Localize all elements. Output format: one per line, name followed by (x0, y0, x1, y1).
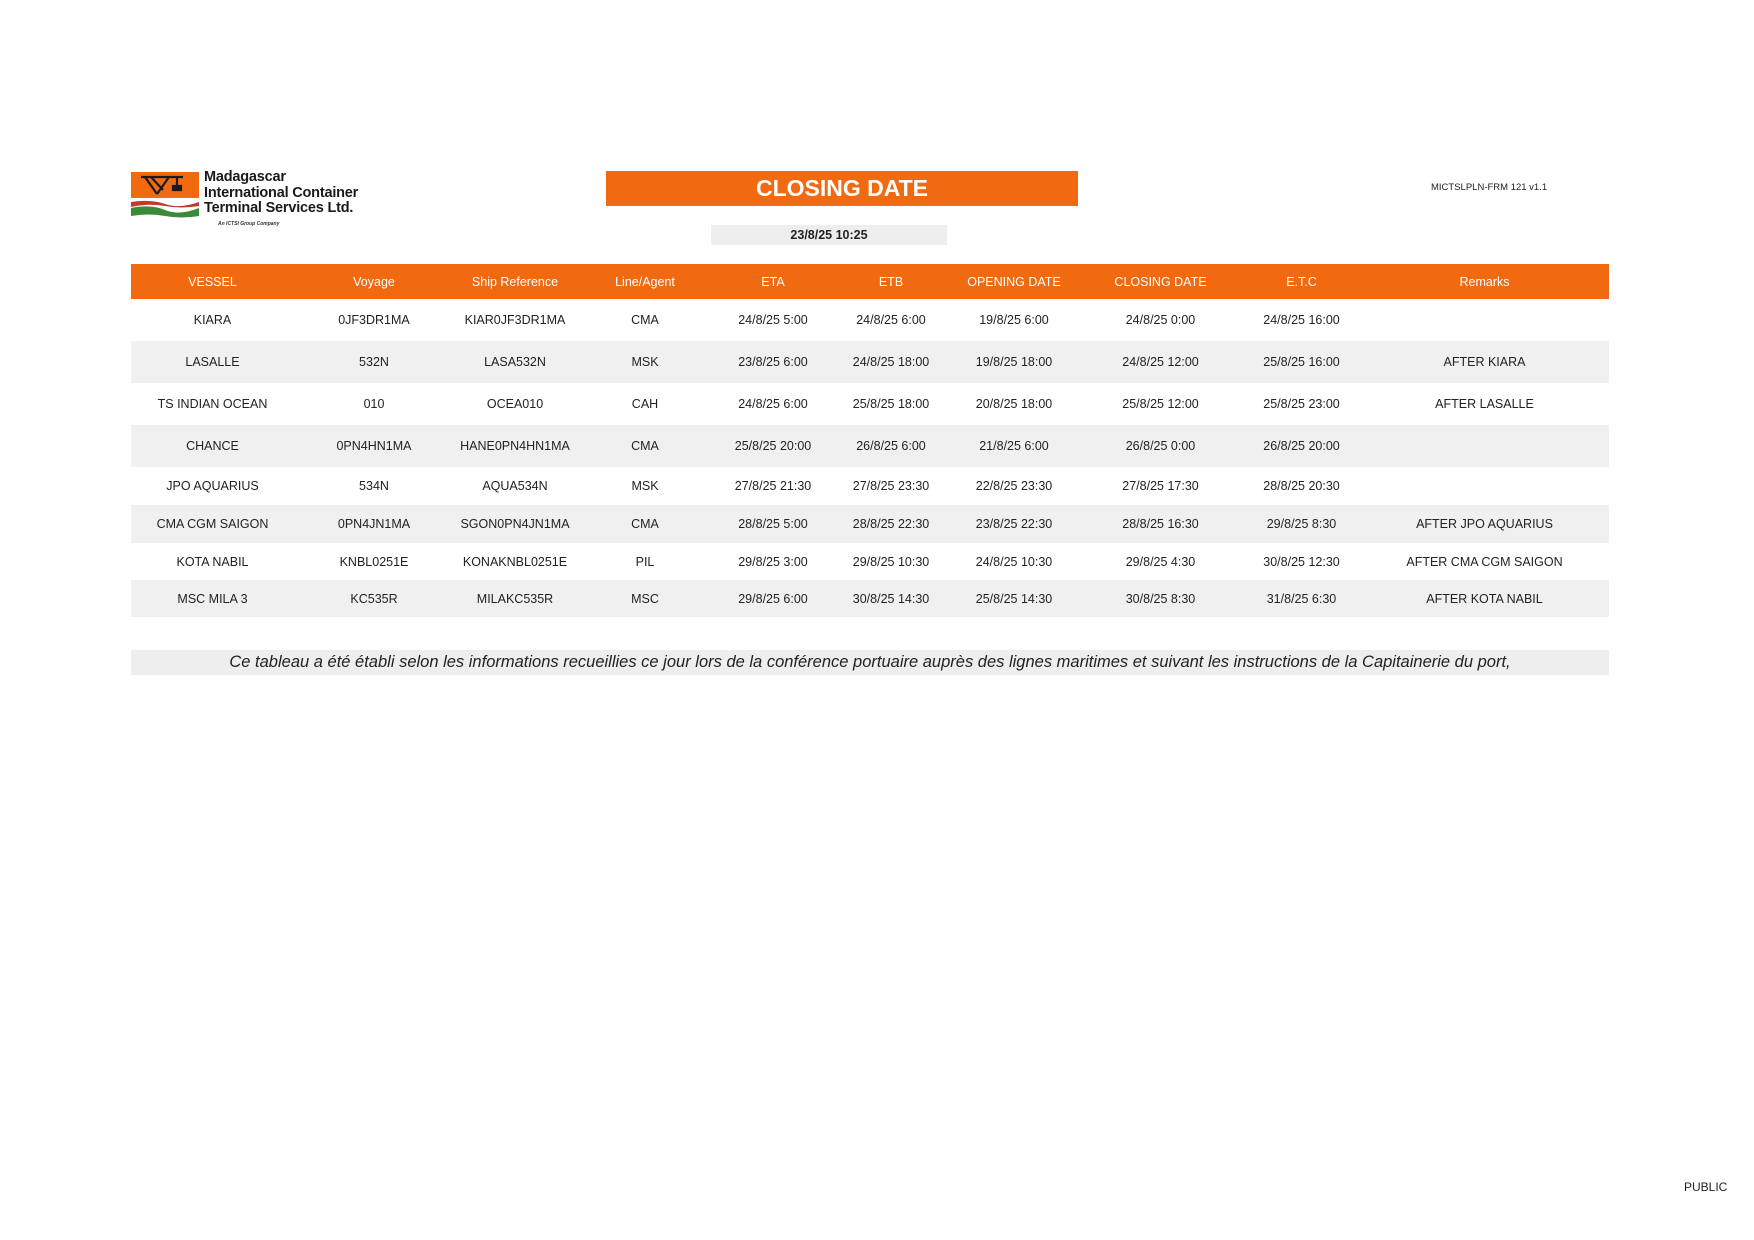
cell-ship-reference: KONAKNBL0251E (462, 554, 568, 569)
cell-etb: 24/8/25 6:00 (856, 313, 926, 327)
header-voyage: Voyage (294, 264, 454, 299)
header-eta: ETA (714, 264, 832, 299)
cell-eta: 24/8/25 6:00 (738, 397, 808, 411)
table-row (131, 299, 1609, 341)
company-tagline: An ICTSI Group Company (218, 221, 280, 227)
cell-remarks: AFTER KIARA (1360, 341, 1609, 383)
cell-opening-date: 19/8/25 6:00 (979, 313, 1049, 327)
cell-etc: 24/8/25 16:00 (1263, 313, 1340, 327)
cell-ship-reference: HANE0PN4HN1MA (454, 425, 576, 467)
cell-etb: 27/8/25 23:30 (852, 479, 930, 493)
cell-voyage: 534N (359, 479, 389, 493)
cell-etb: 26/8/25 6:00 (832, 425, 950, 467)
cell-line-agent: CMA (576, 425, 714, 467)
cell-closing-date: 24/8/25 0:00 (1125, 313, 1196, 327)
header-line-agent: Line/Agent (576, 264, 714, 299)
cell-remarks: AFTER CMA CGM SAIGON (1406, 554, 1563, 569)
report-datetime: 23/8/25 10:25 (711, 225, 947, 245)
cell-remarks (1360, 299, 1609, 341)
cell-ship-reference: AQUA534N (482, 479, 548, 493)
header-opening-date: OPENING DATE (950, 264, 1078, 299)
cell-line-agent: PIL (635, 554, 655, 569)
cell-etc: 30/8/25 12:30 (1263, 554, 1340, 569)
page-title: CLOSING DATE (606, 171, 1078, 206)
cell-vessel: MSC MILA 3 (131, 580, 294, 617)
cell-eta: 25/8/25 20:00 (714, 425, 832, 467)
cell-eta: 27/8/25 21:30 (734, 479, 812, 493)
cell-ship-reference: MILAKC535R (454, 580, 576, 617)
cell-voyage: 532N (294, 341, 454, 383)
table-header-row (131, 264, 1609, 299)
cell-vessel: KOTA NABIL (176, 554, 249, 569)
cell-vessel: KIARA (193, 313, 232, 327)
cell-remarks (1360, 467, 1609, 505)
cell-closing-date: 30/8/25 8:30 (1078, 580, 1243, 617)
cell-eta: 29/8/25 3:00 (738, 554, 808, 569)
cell-remarks: AFTER LASALLE (1435, 397, 1534, 411)
cell-line-agent: CMA (631, 313, 659, 327)
cell-closing-date: 27/8/25 17:30 (1122, 479, 1199, 493)
cell-opening-date: 22/8/25 23:30 (975, 479, 1053, 493)
cell-line-agent: MSK (631, 479, 659, 493)
header-ship-reference: Ship Reference (454, 264, 576, 299)
header-vessel: VESSEL (131, 264, 294, 299)
form-code: MICTSLPLN-FRM 121 v1.1 (1431, 182, 1548, 193)
cell-opening-date: 19/8/25 18:00 (950, 341, 1078, 383)
cell-voyage: 0PN4JN1MA (294, 505, 454, 543)
cell-eta: 24/8/25 5:00 (738, 313, 808, 327)
cell-line-agent: CAH (631, 397, 659, 411)
cell-remarks: AFTER JPO AQUARIUS (1360, 505, 1609, 543)
cell-remarks: AFTER KOTA NABIL (1360, 580, 1609, 617)
cell-etb: 25/8/25 18:00 (852, 397, 930, 411)
cell-etb: 24/8/25 18:00 (832, 341, 950, 383)
company-name: Madagascar International Container Terminal Services Ltd. (204, 169, 359, 216)
header-etc: E.T.C (1243, 264, 1360, 299)
cell-ship-reference: OCEA010 (486, 397, 544, 411)
cell-etc: 25/8/25 16:00 (1243, 341, 1360, 383)
cell-opening-date: 23/8/25 22:30 (950, 505, 1078, 543)
cell-voyage: 0PN4HN1MA (294, 425, 454, 467)
cell-etb: 29/8/25 10:30 (852, 554, 930, 569)
cell-line-agent: CMA (576, 505, 714, 543)
header-remarks: Remarks (1360, 264, 1609, 299)
cell-ship-reference: SGON0PN4JN1MA (454, 505, 576, 543)
cell-vessel: CHANCE (131, 425, 294, 467)
cell-etc: 29/8/25 8:30 (1243, 505, 1360, 543)
cell-closing-date: 28/8/25 16:30 (1078, 505, 1243, 543)
table-row (131, 341, 1609, 383)
cell-etc: 28/8/25 20:30 (1263, 479, 1340, 493)
table-row (131, 505, 1609, 543)
table-row (131, 383, 1609, 425)
crane-logo-icon (131, 172, 199, 220)
cell-vessel: TS INDIAN OCEAN (157, 397, 268, 411)
cell-eta: 23/8/25 6:00 (714, 341, 832, 383)
classification-label: PUBLIC (1684, 1180, 1728, 1194)
cell-remarks (1360, 425, 1609, 467)
cell-closing-date: 29/8/25 4:30 (1125, 554, 1196, 569)
cell-voyage: 0JF3DR1MA (338, 313, 410, 327)
cell-closing-date: 26/8/25 0:00 (1078, 425, 1243, 467)
cell-line-agent: MSK (576, 341, 714, 383)
cell-opening-date: 25/8/25 14:30 (950, 580, 1078, 617)
table-row (131, 425, 1609, 467)
cell-voyage: KC535R (294, 580, 454, 617)
cell-ship-reference: LASA532N (454, 341, 576, 383)
cell-etc: 25/8/25 23:00 (1263, 397, 1340, 411)
header-etb: ETB (832, 264, 950, 299)
cell-eta: 29/8/25 6:00 (714, 580, 832, 617)
cell-etb: 28/8/25 22:30 (832, 505, 950, 543)
cell-vessel: CMA CGM SAIGON (131, 505, 294, 543)
cell-etc: 31/8/25 6:30 (1243, 580, 1360, 617)
disclaimer-note: Ce tableau a été établi selon les informations recueillies ce jour lors de la conférence portuaire auprès des lignes maritimes et suivant les instructions de la Capitainerie du port, (131, 650, 1609, 675)
cell-etb: 30/8/25 14:30 (832, 580, 950, 617)
header-closing-date: CLOSING DATE (1078, 264, 1243, 299)
cell-opening-date: 20/8/25 18:00 (975, 397, 1053, 411)
cell-opening-date: 21/8/25 6:00 (950, 425, 1078, 467)
cell-voyage: 010 (363, 397, 385, 411)
table-row (131, 580, 1609, 617)
closing-date-table (131, 264, 1609, 617)
table-row (131, 467, 1609, 505)
cell-voyage: KNBL0251E (339, 554, 409, 569)
cell-closing-date: 24/8/25 12:00 (1078, 341, 1243, 383)
table-row (131, 543, 1609, 580)
cell-ship-reference: KIAR0JF3DR1MA (464, 313, 566, 327)
cell-vessel: JPO AQUARIUS (166, 479, 259, 493)
cell-closing-date: 25/8/25 12:00 (1122, 397, 1199, 411)
cell-eta: 28/8/25 5:00 (714, 505, 832, 543)
company-logo (131, 170, 381, 232)
cell-etc: 26/8/25 20:00 (1243, 425, 1360, 467)
cell-opening-date: 24/8/25 10:30 (975, 554, 1053, 569)
cell-vessel: LASALLE (131, 341, 294, 383)
cell-line-agent: MSC (576, 580, 714, 617)
